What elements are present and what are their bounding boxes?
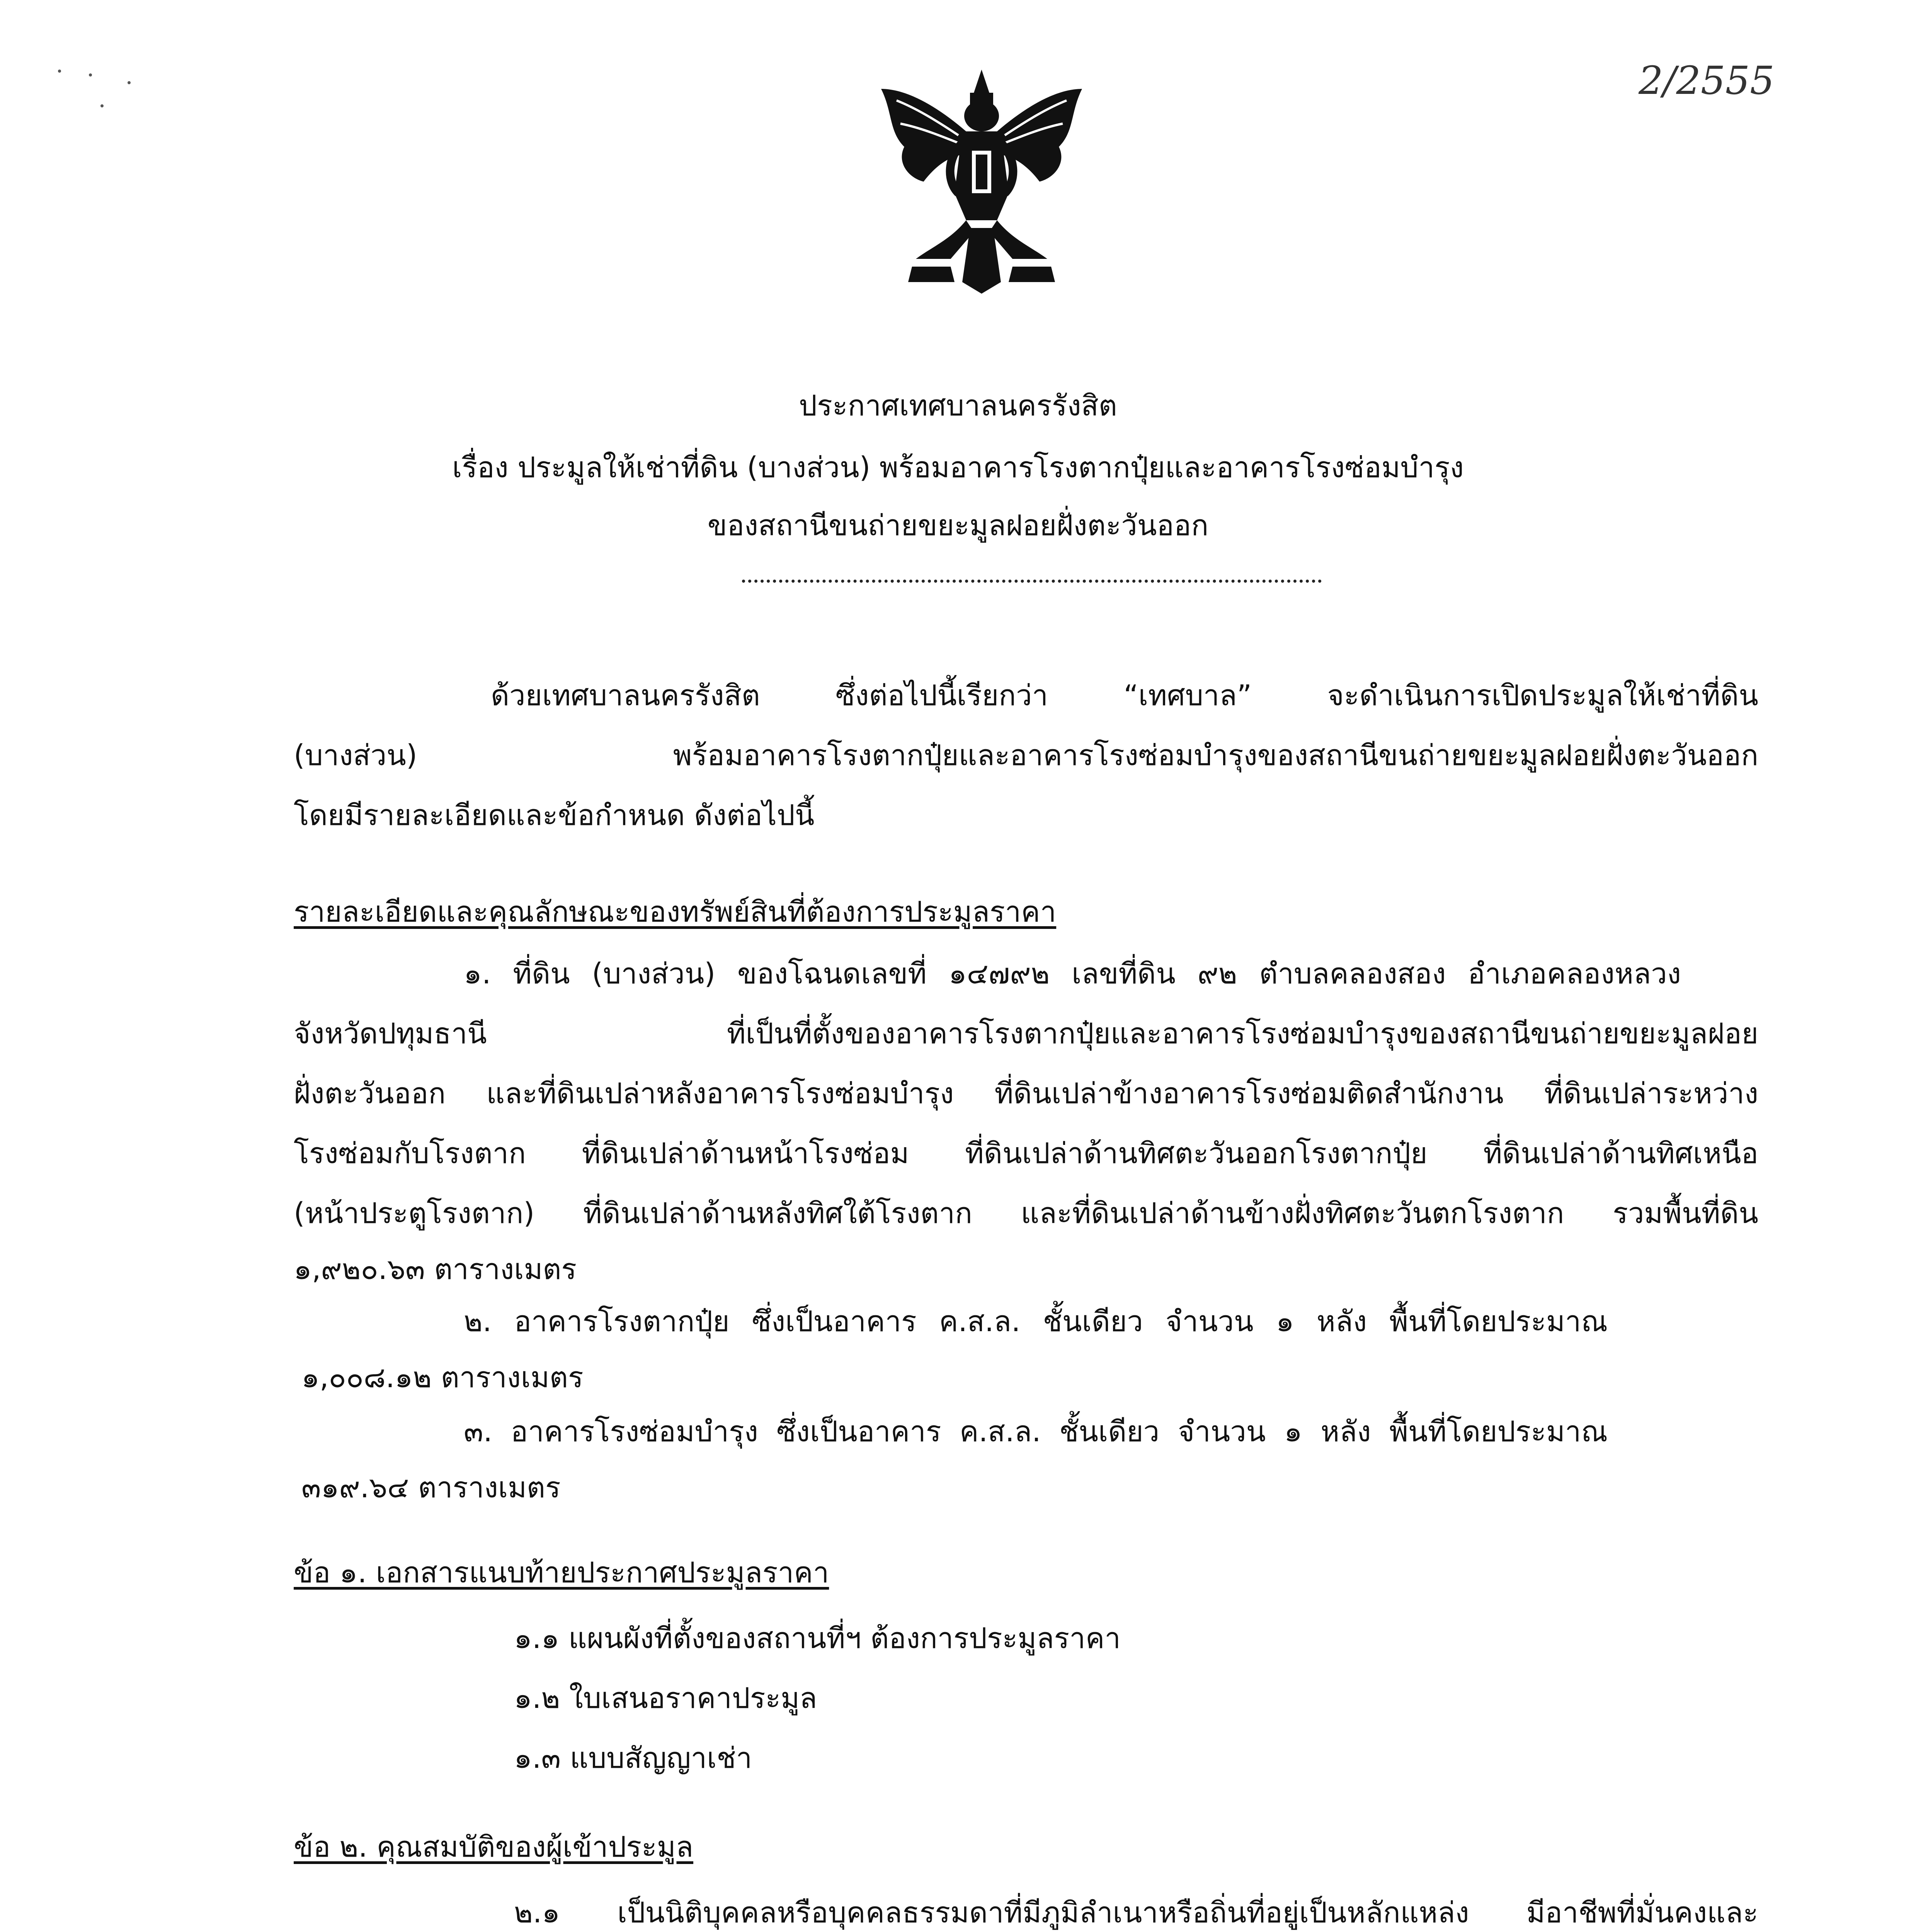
asset-item-1-line: จังหวัดปทุมธานี ที่เป็นที่ตั้งของอาคารโรงตากปุ๋ยและอาคารโรงซ่อมบำรุงของสถานีขนถ่ายขยะมูลฝอย [294, 1017, 1758, 1050]
asset-item-2-area: ๑,๐๐๘.๑๒ ตารางเมตร [301, 1361, 584, 1394]
header-dotted-separator [742, 580, 1322, 583]
attachment-item: ๑.๑ แผนผังที่ตั้งของสถานที่ฯ ต้องการประมูลราคา [514, 1622, 1121, 1655]
announcement-subject: เรื่อง ประมูลให้เช่าที่ดิน (บางส่วน) พร้อมอาคารโรงตากปุ๋ยและอาคารโรงซ่อมบำรุง [452, 451, 1464, 484]
asset-item-1-area: ๑,๙๒๐.๖๓ ตารางเมตร [294, 1253, 577, 1286]
attachment-item: ๑.๒ ใบเสนอราคาประมูล [514, 1682, 817, 1715]
details-heading: รายละเอียดและคุณลักษณะของทรัพย์สินที่ต้องการประมูลราคา [294, 895, 1057, 929]
handwritten-reference-number: 2/2555 [1639, 58, 1775, 103]
asset-item-1-line: ฝั่งตะวันออก และที่ดินเปล่าหลังอาคารโรงซ่อมบำรุง ที่ดินเปล่าข้างอาคารโรงซ่อมติดสำนักงาน ที่ดินเปล่าระหว่าง [294, 1077, 1758, 1110]
announcement-authority: ประกาศเทศบาลนครรังสิต [799, 389, 1117, 422]
attachment-item: ๑.๓ แบบสัญญาเช่า [514, 1742, 752, 1775]
section-2-heading: ข้อ ๒. คุณสมบัติของผู้เข้าประมูล [294, 1830, 694, 1864]
asset-item-2-line: ๒. อาคารโรงตากปุ๋ย ซึ่งเป็นอาคาร ค.ส.ล. ชั้นเดียว จำนวน ๑ หลัง พื้นที่โดยประมาณ [464, 1305, 1608, 1338]
intro-line: (บางส่วน) พร้อมอาคารโรงตากปุ๋ยและอาคารโรงซ่อมบำรุงของสถานีขนถ่ายขยะมูลฝอยฝั่งตะวันออก [294, 739, 1758, 772]
asset-item-1-line: (หน้าประตูโรงตาก) ที่ดินเปล่าด้านหลังทิศใต้โรงตาก และที่ดินเปล่าด้านข้างฝั่งทิศตะวันตกโรงตาก รวมพื้นที่ดิน [294, 1197, 1758, 1230]
asset-item-1-line: โรงซ่อมกับโรงตาก ที่ดินเปล่าด้านหน้าโรงซ่อม ที่ดินเปล่าด้านทิศตะวันออกโรงตากปุ๋ย ที่ดินเปล่าด้านทิศเหนือ [294, 1137, 1758, 1170]
section-1-heading: ข้อ ๑. เอกสารแนบท้ายประกาศประมูลราคา [294, 1556, 829, 1589]
scan-speck [89, 73, 92, 77]
scan-speck [100, 104, 104, 107]
qualification-2-1-line: ๒.๑ เป็นนิติบุคคลหรือบุคคลธรรมดาที่มีภูมิลำเนาหรือถิ่นที่อยู่เป็นหลักแหล่ง มีอาชีพที่มั่นคงและ [514, 1896, 1758, 1929]
intro-line: โดยมีรายละเอียดและข้อกำหนด ดังต่อไปนี้ [294, 799, 815, 832]
asset-item-1-line: ๑. ที่ดิน (บางส่วน) ของโฉนดเลขที่ ๑๔๗๙๒ เลขที่ดิน ๙๒ ตำบลคลองสอง อำเภอคลองหลวง [464, 957, 1681, 990]
announcement-subject-continued: ของสถานีขนถ่ายขยะมูลฝอยฝั่งตะวันออก [707, 509, 1209, 542]
garuda-emblem-icon [873, 66, 1090, 298]
scan-speck [128, 81, 131, 84]
asset-item-3-area: ๓๑๙.๖๔ ตารางเมตร [301, 1471, 561, 1504]
intro-line: ด้วยเทศบาลนครรังสิต ซึ่งต่อไปนี้เรียกว่า “เทศบาล” จะดำเนินการเปิดประมูลให้เช่าที่ดิน [491, 679, 1758, 712]
scan-speck [58, 70, 61, 73]
asset-item-3-line: ๓. อาคารโรงซ่อมบำรุง ซึ่งเป็นอาคาร ค.ส.ล. ชั้นเดียว จำนวน ๑ หลัง พื้นที่โดยประมาณ [464, 1415, 1608, 1448]
